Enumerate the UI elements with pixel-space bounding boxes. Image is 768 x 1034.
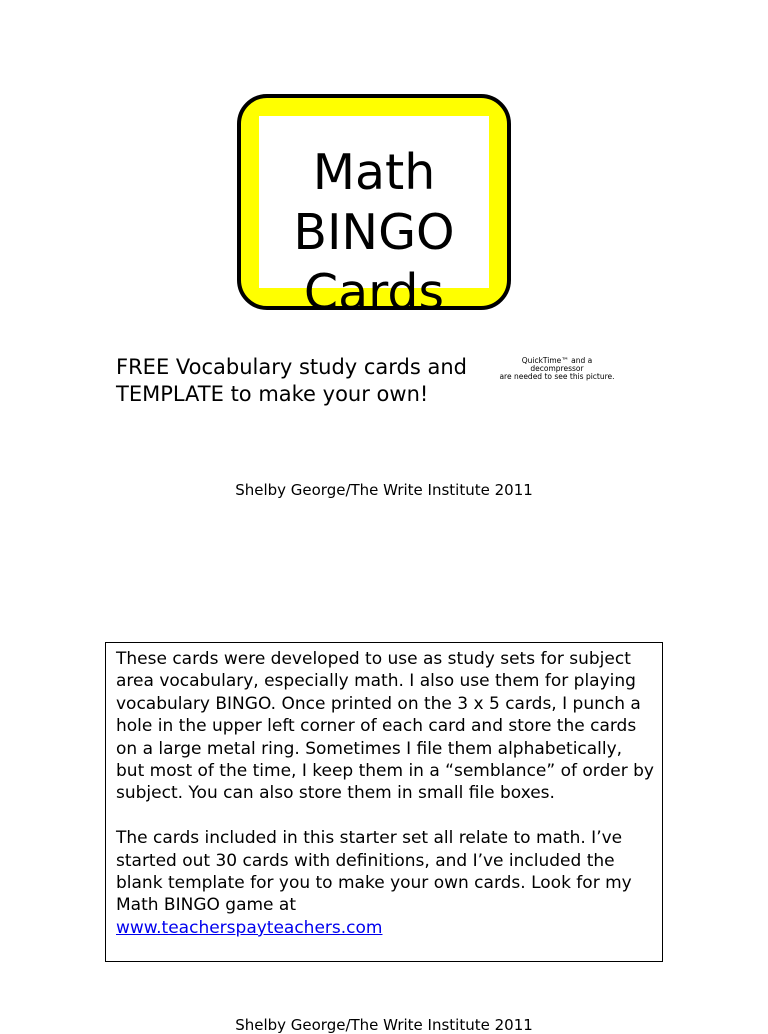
placeholder-line: decompressor [530, 364, 584, 373]
info-paragraph-1: These cards were developed to use as study sets for subject area vocabulary, especially math. I also use them for playing vocabulary BINGO. Once printed on the 3 x 5 cards, I punch a hole in the upper left corner of each card and store the cards on a large metal ring. Sometimes I file them alphabetically, but most of the time, I keep them in a “semblance” of order by subject. You can also store them in small file boxes. [116, 649, 654, 804]
placeholder-line: are needed to see this picture. [499, 372, 615, 381]
info-box [105, 642, 663, 962]
title-badge [237, 94, 511, 321]
title-line-bingo: BINGO [293, 204, 455, 261]
author-byline: Shelby George/The Write Institute 2011 [235, 481, 533, 499]
info-paragraph-2 [116, 827, 654, 939]
missing-picture-placeholder [484, 357, 630, 381]
placeholder-line: QuickTime™ and a [521, 356, 593, 365]
footer-byline: Shelby George/The Write Institute 2011 [235, 1016, 533, 1034]
title-badge-inner [259, 116, 489, 321]
info-paragraph-2-text: The cards included in this starter set all relate to math. I’ve started out 30 cards with definitions, and I’ve included the blank template for you to make your own cards. Look for my Math BINGO game at [116, 828, 632, 916]
teacherspayteachers-link[interactable]: www.teacherspayteachers.com [116, 917, 383, 938]
title-line-cards: Cards [303, 264, 445, 321]
title-line-math: Math [312, 144, 436, 201]
tagline: FREE Vocabulary study cards and TEMPLATE to make your own! [116, 355, 468, 406]
